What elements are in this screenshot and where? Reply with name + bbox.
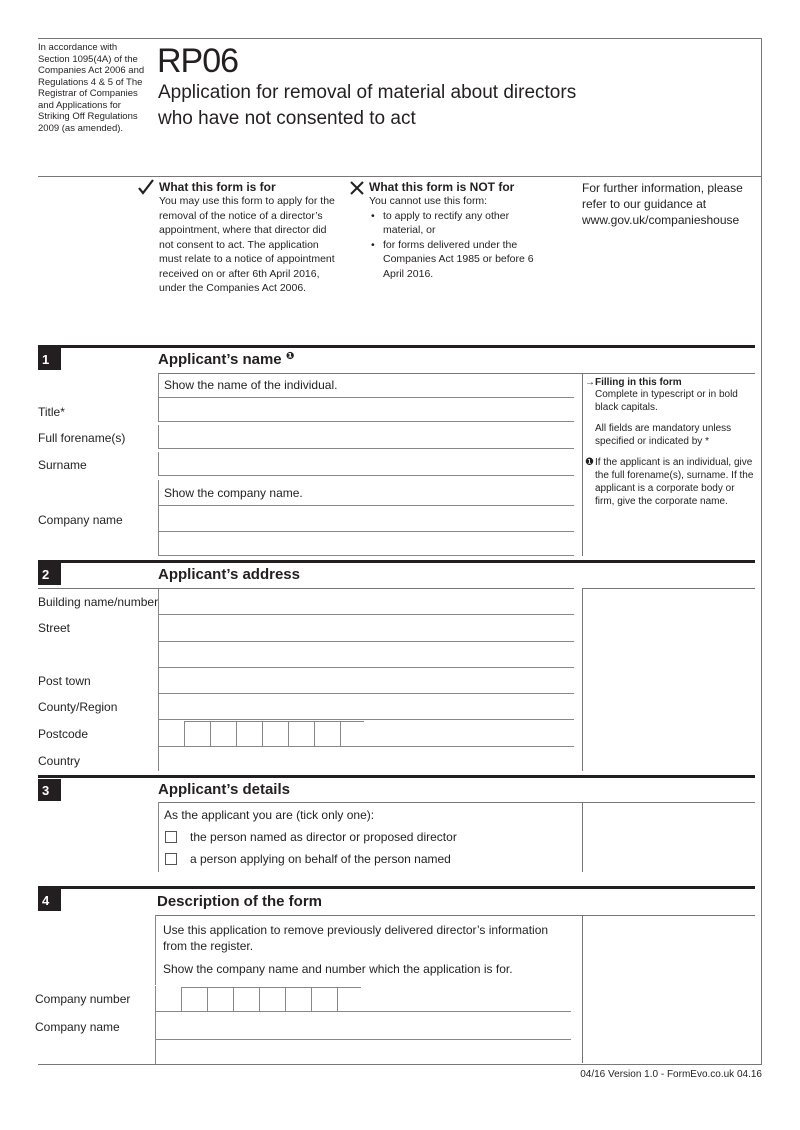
intro-for-heading: What this form is for — [159, 180, 276, 194]
on-behalf-option-label: a person applying on behalf of the person named — [190, 852, 451, 866]
section1-number: 1 — [38, 348, 61, 370]
section3-rule — [38, 775, 755, 778]
section1-title — [158, 351, 294, 368]
intro-not-for — [369, 180, 539, 281]
filling-heading-row — [585, 377, 755, 388]
section4-number: 4 — [38, 889, 61, 911]
arrow-right-icon: → — [585, 377, 595, 388]
further-info: For further information, please refer to our guidance at www.gov.uk/companieshouse — [582, 181, 743, 227]
intro-for — [159, 180, 339, 296]
intro-not-for-heading: What this form is NOT for — [369, 180, 515, 194]
building-field[interactable] — [158, 589, 574, 615]
section3-title: Applicant’s details — [158, 781, 290, 798]
section2-number: 2 — [38, 563, 61, 585]
street-field-2[interactable] — [158, 642, 574, 668]
section2-title: Applicant’s address — [158, 566, 300, 583]
director-option-label: the person named as director or proposed director — [190, 830, 457, 844]
company-number-cell[interactable] — [311, 987, 337, 1012]
section3-number: 3 — [38, 779, 61, 801]
page-bottom-rule — [38, 1064, 762, 1065]
section1-title-text: Applicant’s name — [158, 351, 282, 368]
section4-instruction-1: Use this application to remove previously delivered director’s information from the register. — [163, 923, 549, 953]
company-name-label: Company name — [38, 513, 123, 527]
section1-rule — [38, 345, 755, 348]
company-name-field-2[interactable] — [158, 532, 574, 556]
section3-instruction: As the applicant you are (tick only one): — [164, 808, 375, 822]
postcode-cell[interactable] — [262, 721, 288, 746]
company-number-cell[interactable] — [337, 987, 361, 1012]
director-checkbox[interactable] — [165, 831, 177, 843]
filling-guidance — [585, 377, 755, 508]
company-number-cell[interactable] — [259, 987, 285, 1012]
forenames-field[interactable] — [158, 425, 574, 449]
list-item: • for forms delivered under the Companies Act 1985 or before 6 April 2016. — [369, 238, 539, 282]
country-field[interactable] — [158, 747, 574, 771]
intro-not-for-list — [369, 209, 539, 282]
company-instruction: Show the company name. — [164, 486, 303, 500]
county-field[interactable] — [158, 694, 574, 720]
postcode-cell[interactable] — [314, 721, 340, 746]
section4-title: Description of the form — [157, 893, 323, 910]
section4-rule — [38, 886, 755, 889]
on-behalf-checkbox[interactable] — [165, 853, 177, 865]
form-code: RP06 — [157, 42, 239, 80]
company-number-cell[interactable] — [285, 987, 311, 1012]
building-label: Building name/number — [38, 595, 159, 609]
company-name-field-4[interactable] — [155, 1012, 571, 1040]
note-1-icon: ❶ — [285, 351, 295, 362]
intro-not-for-lead: You cannot use this form: — [369, 195, 488, 207]
post-town-label: Post town — [38, 674, 91, 688]
check-icon — [137, 178, 155, 196]
legal-note: In accordance with Section 1095(4A) of the Companies Act 2006 and Regulations 4 & 5 of The Registrar of Companies and Applications for Striking Off Regulations 2009 (as amended). — [38, 42, 145, 134]
street-field[interactable] — [158, 615, 574, 642]
post-town-field[interactable] — [158, 668, 574, 694]
county-label: County/Region — [38, 700, 118, 714]
company-number-cell[interactable] — [207, 987, 233, 1012]
postcode-cell[interactable] — [340, 721, 364, 746]
company-number-label: Company number — [35, 992, 131, 1006]
title-field[interactable] — [158, 398, 574, 422]
surname-field[interactable] — [158, 452, 574, 476]
postcode-cell[interactable] — [236, 721, 262, 746]
postcode-cell[interactable] — [288, 721, 314, 746]
note-text: If the applicant is an individual, give the full forename(s), surname. If the applicant is a corporate body or firm, give the corporate name. — [595, 457, 754, 507]
postcode-cell[interactable] — [184, 721, 210, 746]
section2-rule — [38, 560, 755, 563]
company-name-field[interactable] — [158, 506, 574, 532]
list-item: • to apply to rectify any other material, or — [369, 209, 539, 238]
section2-side-panel — [582, 588, 755, 771]
country-label: Country — [38, 754, 81, 768]
form-title: Application for removal of material about directors who have not consented to act — [158, 82, 577, 129]
company-number-cell[interactable] — [233, 987, 259, 1012]
company-name-field-4b[interactable] — [155, 1040, 571, 1064]
company-number-cell[interactable] — [181, 987, 207, 1012]
individual-instruction: Show the name of the individual. — [164, 378, 338, 392]
section4-instruction-2: Show the company name and number which the application is for. — [163, 962, 513, 976]
note-1-marker-icon: ❶ — [585, 457, 594, 468]
postcode-label: Postcode — [38, 727, 89, 741]
postcode-cell[interactable] — [210, 721, 236, 746]
header-divider — [38, 176, 762, 177]
street-label: Street — [38, 621, 71, 635]
forenames-label: Full forename(s) — [38, 431, 126, 445]
title-label: Title* — [38, 405, 65, 419]
footer-version: 04/16 Version 1.0 - FormEvo.co.uk 04.16 — [580, 1069, 762, 1080]
mandatory-text: All fields are mandatory unless specified or indicated by * — [595, 423, 732, 447]
cross-icon — [349, 180, 365, 196]
intro-for-text: You may use this form to apply for the removal of the notice of a director’s appointment, where that director did not consent to act. The application must relate to a notice of appointment received on or after 6th April 2016, under the Companies Act 2006. — [159, 195, 335, 294]
section4-side-panel — [582, 915, 755, 1063]
note-row — [585, 456, 755, 508]
filling-text: Complete in typescript or in bold black capitals. — [595, 389, 738, 413]
section3-side-panel — [582, 802, 755, 872]
company-name-label-4: Company name — [35, 1020, 120, 1034]
filling-heading: Filling in this form — [595, 377, 682, 388]
surname-label: Surname — [38, 458, 87, 472]
